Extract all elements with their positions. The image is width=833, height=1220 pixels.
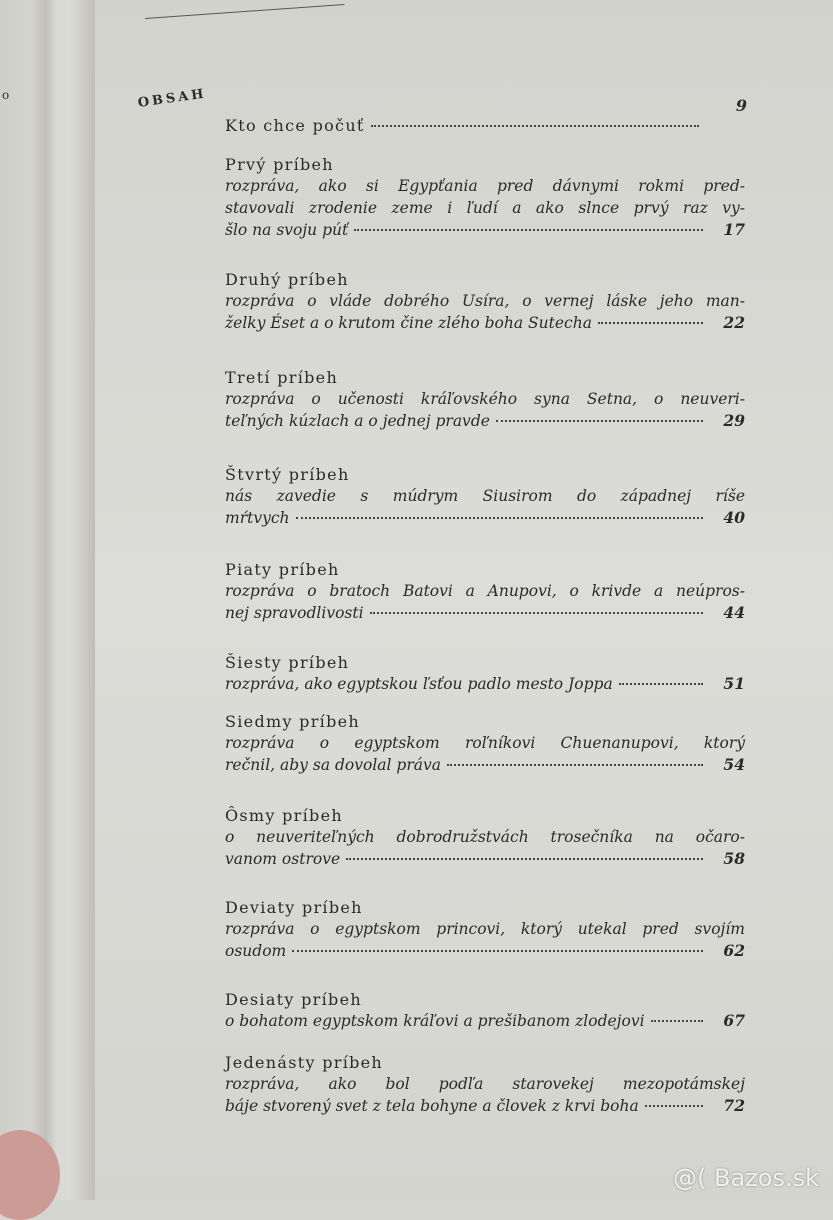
dot-leader: [598, 322, 703, 324]
entry-description-line: rozpráva o učenosti kráľovského syna Setna, o neuveri-: [225, 390, 745, 408]
page-number: 44: [723, 603, 745, 622]
page-number: 62: [723, 941, 745, 960]
entry-description-line: báje stvorený svet z tela bohyne a človek z krvi boha: [225, 1097, 639, 1115]
book-gutter: [30, 0, 56, 1200]
toc-entry: [225, 806, 745, 870]
entry-description-line: rozpráva o vláde dobrého Usíra, o vernej láske jeho man-: [225, 292, 745, 310]
entry-title: Prvý príbeh: [225, 155, 334, 174]
toc-entry: [225, 898, 745, 962]
dot-leader: [296, 517, 703, 519]
toc-entry: [225, 653, 745, 695]
entry-description-line: stavovali zrodenie zeme i ľudí a ako slnce prvý raz vy-: [225, 199, 745, 217]
entry-description-line: šlo na svoju púť: [225, 221, 349, 239]
dot-leader: [354, 229, 703, 231]
dot-leader: [651, 1020, 703, 1022]
dot-leader: [370, 612, 703, 614]
entry-title: Štvrtý príbeh: [225, 465, 350, 484]
dot-leader: [447, 764, 703, 766]
page-number: 29: [723, 411, 745, 430]
toc-entry: [225, 990, 745, 1032]
entry-description-line: mŕtvych: [225, 509, 290, 527]
dot-leader: [292, 950, 703, 952]
entry-description-line: rečnil, aby sa dovolal práva: [225, 756, 441, 774]
entry-description-line: nás zavedie s múdrym Siusirom do západnej ríše: [225, 487, 745, 505]
page-number: 51: [723, 674, 745, 693]
entry-title: Druhý príbeh: [225, 270, 349, 289]
entry-title: Jedenásty príbeh: [225, 1053, 384, 1072]
page-number: 40: [723, 508, 745, 527]
entry-title: Siedmy príbeh: [225, 712, 361, 731]
toc-entry: [225, 1053, 745, 1117]
entry-description-line: rozpráva, ako bol podľa starovekej mezopotámskej: [225, 1075, 745, 1093]
toc-entry: [225, 712, 745, 776]
entry-description-line: rozpráva o egyptskom princovi, ktorý utekal pred svojím: [225, 920, 745, 938]
entry-description-line: osudom: [225, 942, 287, 960]
toc-heading: OBSAH: [136, 86, 208, 111]
entry-description-line: o bohatom egyptskom kráľovi a prešibanom zlodejovi: [225, 1012, 645, 1030]
page-number: 17: [723, 220, 745, 239]
margin-mark: o: [2, 88, 10, 102]
entry-description-line: rozpráva o bratoch Batovi a Anupovi, o krivde a neúpros-: [225, 582, 745, 600]
entry-description-line: teľných kúzlach a o jednej pravde: [225, 412, 490, 430]
toc-entry: [225, 368, 745, 432]
page-number: 58: [723, 849, 745, 868]
dot-leader: [496, 420, 703, 422]
page-number: 54: [723, 755, 745, 774]
entry-description-line: rozpráva, ako egyptskou ľsťou padlo mesto Joppa: [225, 675, 613, 693]
entry-title: Tretí príbeh: [225, 368, 339, 387]
entry-title: Šiesty príbeh: [225, 653, 350, 672]
entry-title: Desiaty príbeh: [225, 990, 362, 1009]
dot-leader: [645, 1105, 703, 1107]
dot-leader: [346, 858, 703, 860]
entry-description-line: nej spravodlivosti: [225, 604, 364, 622]
toc-entry: [225, 560, 745, 624]
toc-entry: [225, 270, 745, 334]
dot-leader: [371, 125, 699, 127]
entry-title: Piaty príbeh: [225, 560, 340, 579]
toc-entry: [225, 465, 745, 529]
entry-description-line: vanom ostrove: [225, 850, 341, 868]
toc-entry-intro: [225, 96, 747, 136]
entry-description-line: rozpráva o egyptskom roľníkovi Chuenanupovi, ktorý: [225, 734, 745, 752]
page-number: 22: [723, 313, 745, 332]
entry-title: Kto chce počuť: [225, 116, 365, 135]
entry-description-line: o neuveriteľných dobrodružstvách trosečníka na očaro-: [225, 828, 745, 846]
entry-title: Deviaty príbeh: [225, 898, 363, 917]
page-number: 72: [723, 1096, 745, 1115]
dot-leader: [619, 683, 703, 685]
toc-entry: [225, 155, 745, 241]
entry-description-line: rozpráva, ako si Egypťania pred dávnymi rokmi pred-: [225, 177, 745, 195]
entry-title: Ôsmy príbeh: [225, 806, 343, 825]
entry-description-line: želky Éset a o krutom čine zlého boha Sutecha: [225, 314, 592, 332]
page-number: 9: [735, 96, 747, 115]
watermark: @( Bazos.sk: [673, 1164, 819, 1192]
page-number: 67: [723, 1011, 745, 1030]
